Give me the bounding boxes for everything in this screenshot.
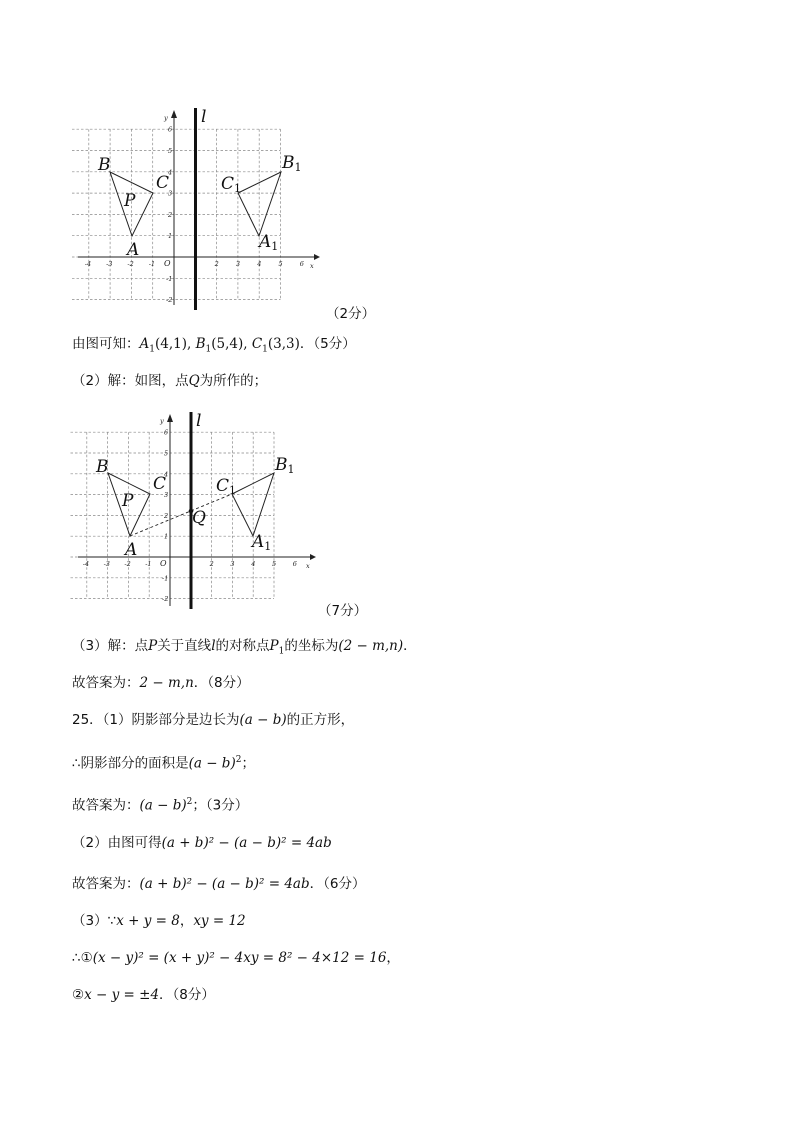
- score-figure-2: （7分）: [318, 603, 368, 619]
- y-tick-label: -1: [166, 274, 173, 283]
- y-tick-label: 4: [164, 470, 169, 479]
- x-tick-label: -4: [84, 260, 92, 268]
- point-B-label: B: [98, 155, 111, 175]
- y-tick-label: 4: [168, 168, 173, 177]
- point-A1-label: A1: [252, 532, 272, 553]
- x-tick-label: -4: [82, 560, 90, 568]
- y-tick-label: -2: [166, 296, 173, 305]
- x-tick-label: 6: [292, 560, 297, 568]
- coordinate-figure-2: [70, 406, 330, 611]
- dashed-line-a-c1: [130, 494, 232, 536]
- y-axis-label: y: [164, 114, 168, 122]
- x-tick-label: -2: [127, 260, 134, 268]
- y-tick-label: 1: [168, 232, 173, 241]
- y-tick-label: 6: [168, 125, 173, 134]
- y-tick-label: 2: [168, 210, 173, 219]
- x-axis-label: x: [306, 562, 310, 570]
- answer-line-4: 故答案为：2 − m,n．（8分）: [72, 675, 250, 691]
- x-tick-label: -2: [124, 560, 131, 568]
- x-tick-label: 6: [299, 260, 304, 268]
- y-tick-label: 5: [164, 449, 169, 458]
- line-l-label: l: [196, 411, 202, 431]
- y-tick-label: 3: [164, 491, 169, 500]
- x-tick-label: -3: [103, 560, 110, 568]
- point-B1-label: B1: [282, 153, 302, 174]
- answer-line-8: （2）由图可得(a + b)² − (a − b)² = 4ab: [72, 835, 332, 851]
- origin-label: O: [160, 559, 167, 568]
- x-tick-label: 3: [235, 260, 241, 268]
- answer-line-2: （2）解：如图，点Q为所作的；: [72, 373, 268, 389]
- y-tick-label: 1: [164, 532, 169, 541]
- origin-label: O: [164, 259, 171, 268]
- x-tick-label: -3: [106, 260, 113, 268]
- x-tick-label: 4: [257, 260, 262, 268]
- x-tick-label: 5: [272, 560, 277, 568]
- y-tick-label: 2: [164, 511, 169, 520]
- x-tick-label: 3: [230, 560, 235, 568]
- y-tick-label: -1: [162, 574, 169, 583]
- point-A1-label: A1: [259, 232, 279, 253]
- point-P-label: P: [122, 491, 134, 511]
- point-P-label: P: [124, 191, 136, 211]
- x-tick-label: 2: [214, 260, 219, 268]
- x-axis-label: x: [310, 262, 314, 270]
- answer-line-11: ∴①(x − y)² = (x + y)² − 4xy = 8² − 4×12 = 16，: [72, 950, 400, 966]
- x-tick-label: 5: [278, 260, 283, 268]
- triangle-a1b1c1: [238, 172, 281, 236]
- answer-line-6: ∴阴影部分的面积是$(a - b)^2$；: [72, 755, 255, 772]
- point-C1-label: C1: [221, 174, 242, 195]
- point-Q-label: Q: [192, 508, 206, 528]
- answer-line-3: （3）解：点P关于直线l的对称点$P_1$的坐标为(2 − m,n)．: [72, 638, 417, 657]
- point-B-label: B: [96, 457, 109, 477]
- x-axis-arrow: [314, 254, 320, 260]
- point-C1-label: C1: [216, 476, 237, 497]
- answer-line-9: 故答案为：(a + b)² − (a − b)² = 4ab．（6分）: [72, 876, 366, 892]
- y-tick-label: -2: [162, 595, 169, 604]
- x-axis-arrow: [310, 554, 316, 560]
- answer-line-7: 故答案为：$(a - b)^2$；（3分）: [72, 797, 249, 814]
- answer-line-1: 由图可知：$A_1(4,1)$, $B_1(5,4)$, $C_1(3,3)$．（5分）: [72, 336, 356, 355]
- answer-line-12: ②x − y = ±4．（8分）: [72, 987, 215, 1003]
- score-figure-1: （2分）: [326, 306, 376, 322]
- y-tick-label: 6: [164, 428, 169, 437]
- point-B1-label: B1: [275, 455, 295, 476]
- x-tick-label: -1: [148, 260, 156, 268]
- answer-line-10: （3）∵x + y = 8，xy = 12: [72, 913, 246, 929]
- y-axis-label: y: [160, 417, 164, 425]
- point-A-label: A: [127, 240, 140, 260]
- y-tick-label: 3: [168, 189, 173, 198]
- point-C-label: C: [156, 173, 170, 193]
- x-tick-label: 4: [251, 560, 256, 568]
- point-A-label: A: [125, 540, 138, 560]
- point-C-label: C: [153, 474, 167, 494]
- y-tick-label: 5: [168, 147, 173, 155]
- line-l-label: l: [201, 107, 207, 127]
- x-tick-label: -1: [145, 560, 152, 568]
- answer-line-5: 25．（1）阴影部分是边长为(a − b)的正方形，: [72, 712, 355, 728]
- coordinate-figure-1: [70, 100, 330, 315]
- y-axis-arrow: [171, 110, 177, 118]
- y-axis-arrow: [167, 414, 173, 422]
- x-tick-label: 2: [209, 560, 214, 568]
